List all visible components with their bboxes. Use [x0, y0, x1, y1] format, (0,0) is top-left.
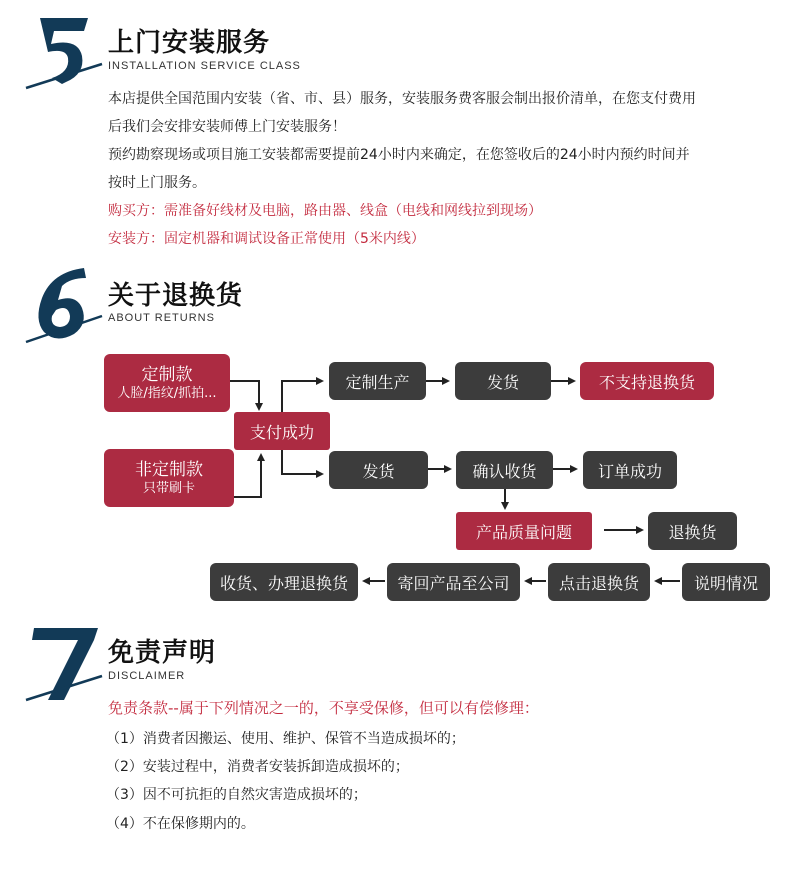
- custom-model-box: [104, 354, 230, 412]
- section-5-subtitle: INSTALLATION SERVICE CLASS: [108, 60, 301, 72]
- explain-situation-label: 说明情况: [693, 573, 758, 593]
- ship-box-1: [455, 362, 551, 400]
- custom-production-label: 定制生产: [345, 372, 410, 392]
- explain-situation-box: [682, 563, 770, 601]
- no-return-box: [580, 362, 714, 400]
- confirm-receipt-label: 确认收货: [472, 461, 537, 481]
- ship-label-2: 发货: [362, 461, 395, 481]
- installer-note: 安装方：固定机器和调试设备正常使用（5米内线）: [108, 231, 425, 247]
- send-back-box: [387, 563, 520, 601]
- no-return-label: 不支持退换货: [598, 372, 695, 392]
- disclaimer-item-4: （4）不在保修期内的。: [106, 816, 255, 832]
- disclaimer-item-1: （1）消费者因搬运、使用、维护、保管不当造成损坏的；: [106, 731, 465, 747]
- order-success-box: [583, 451, 677, 489]
- payment-success-box: [234, 412, 330, 450]
- noncustom-model-box: [104, 449, 234, 507]
- ship-label-1: 发货: [486, 372, 519, 392]
- custom-model-title: 定制款: [141, 364, 193, 385]
- buyer-note: 购买方：需准备好线材及电脑，路由器、线盒（电线和网线拉到现场）: [108, 203, 542, 219]
- section-5-title: 上门安装服务: [108, 28, 271, 58]
- payment-success-label: 支付成功: [249, 422, 314, 442]
- custom-model-sub: 人脸/指纹/抓拍...: [117, 385, 217, 401]
- section-5-paragraph-4: 按时上门服务。: [108, 175, 206, 191]
- return-exchange-label: 退换货: [668, 522, 717, 542]
- return-exchange-box: [648, 512, 737, 550]
- section-5-paragraph-1: 本店提供全国范围内安装（省、市、县）服务，安装服务费客服会制出报价清单，在您支付费用: [108, 91, 696, 107]
- quality-issue-box: [456, 512, 592, 550]
- noncustom-model-title: 非定制款: [135, 459, 203, 480]
- disclaimer-item-3: （3）因不可抗拒的自然灾害造成损坏的；: [106, 787, 367, 803]
- quality-issue-label: 产品质量问题: [475, 522, 572, 542]
- section-5-paragraph-3: 预约勘察现场或项目施工安装都需要提前24小时内来确定，在您签收后的24小时内预约时间并: [108, 147, 690, 163]
- section-5-paragraph-2: 后我们会安排安装师傅上门安装服务！: [108, 119, 346, 135]
- click-return-label: 点击退换货: [558, 573, 639, 593]
- receive-handle-box: [210, 563, 358, 601]
- receive-handle-label: 收货、办理退换货: [219, 573, 348, 593]
- number-7-graphic: [22, 622, 104, 704]
- disclaimer-lead: 免责条款--属于下列情况之一的，不享受保修，但可以有偿修理：: [108, 699, 539, 717]
- confirm-receipt-box: [456, 451, 553, 489]
- section-6-title: 关于退换货: [108, 281, 244, 311]
- section-7-title: 免责声明: [108, 638, 217, 668]
- custom-production-box: [329, 362, 426, 400]
- ship-box-2: [329, 451, 428, 489]
- send-back-label: 寄回产品至公司: [397, 573, 510, 593]
- noncustom-model-sub: 只带刷卡: [142, 480, 195, 496]
- click-return-box: [548, 563, 650, 601]
- disclaimer-item-2: （2）安装过程中，消费者安装拆卸造成损坏的；: [106, 759, 409, 775]
- section-6-subtitle: ABOUT RETURNS: [108, 312, 215, 324]
- order-success-label: 订单成功: [597, 461, 662, 481]
- section-7-subtitle: DISCLAIMER: [108, 670, 186, 682]
